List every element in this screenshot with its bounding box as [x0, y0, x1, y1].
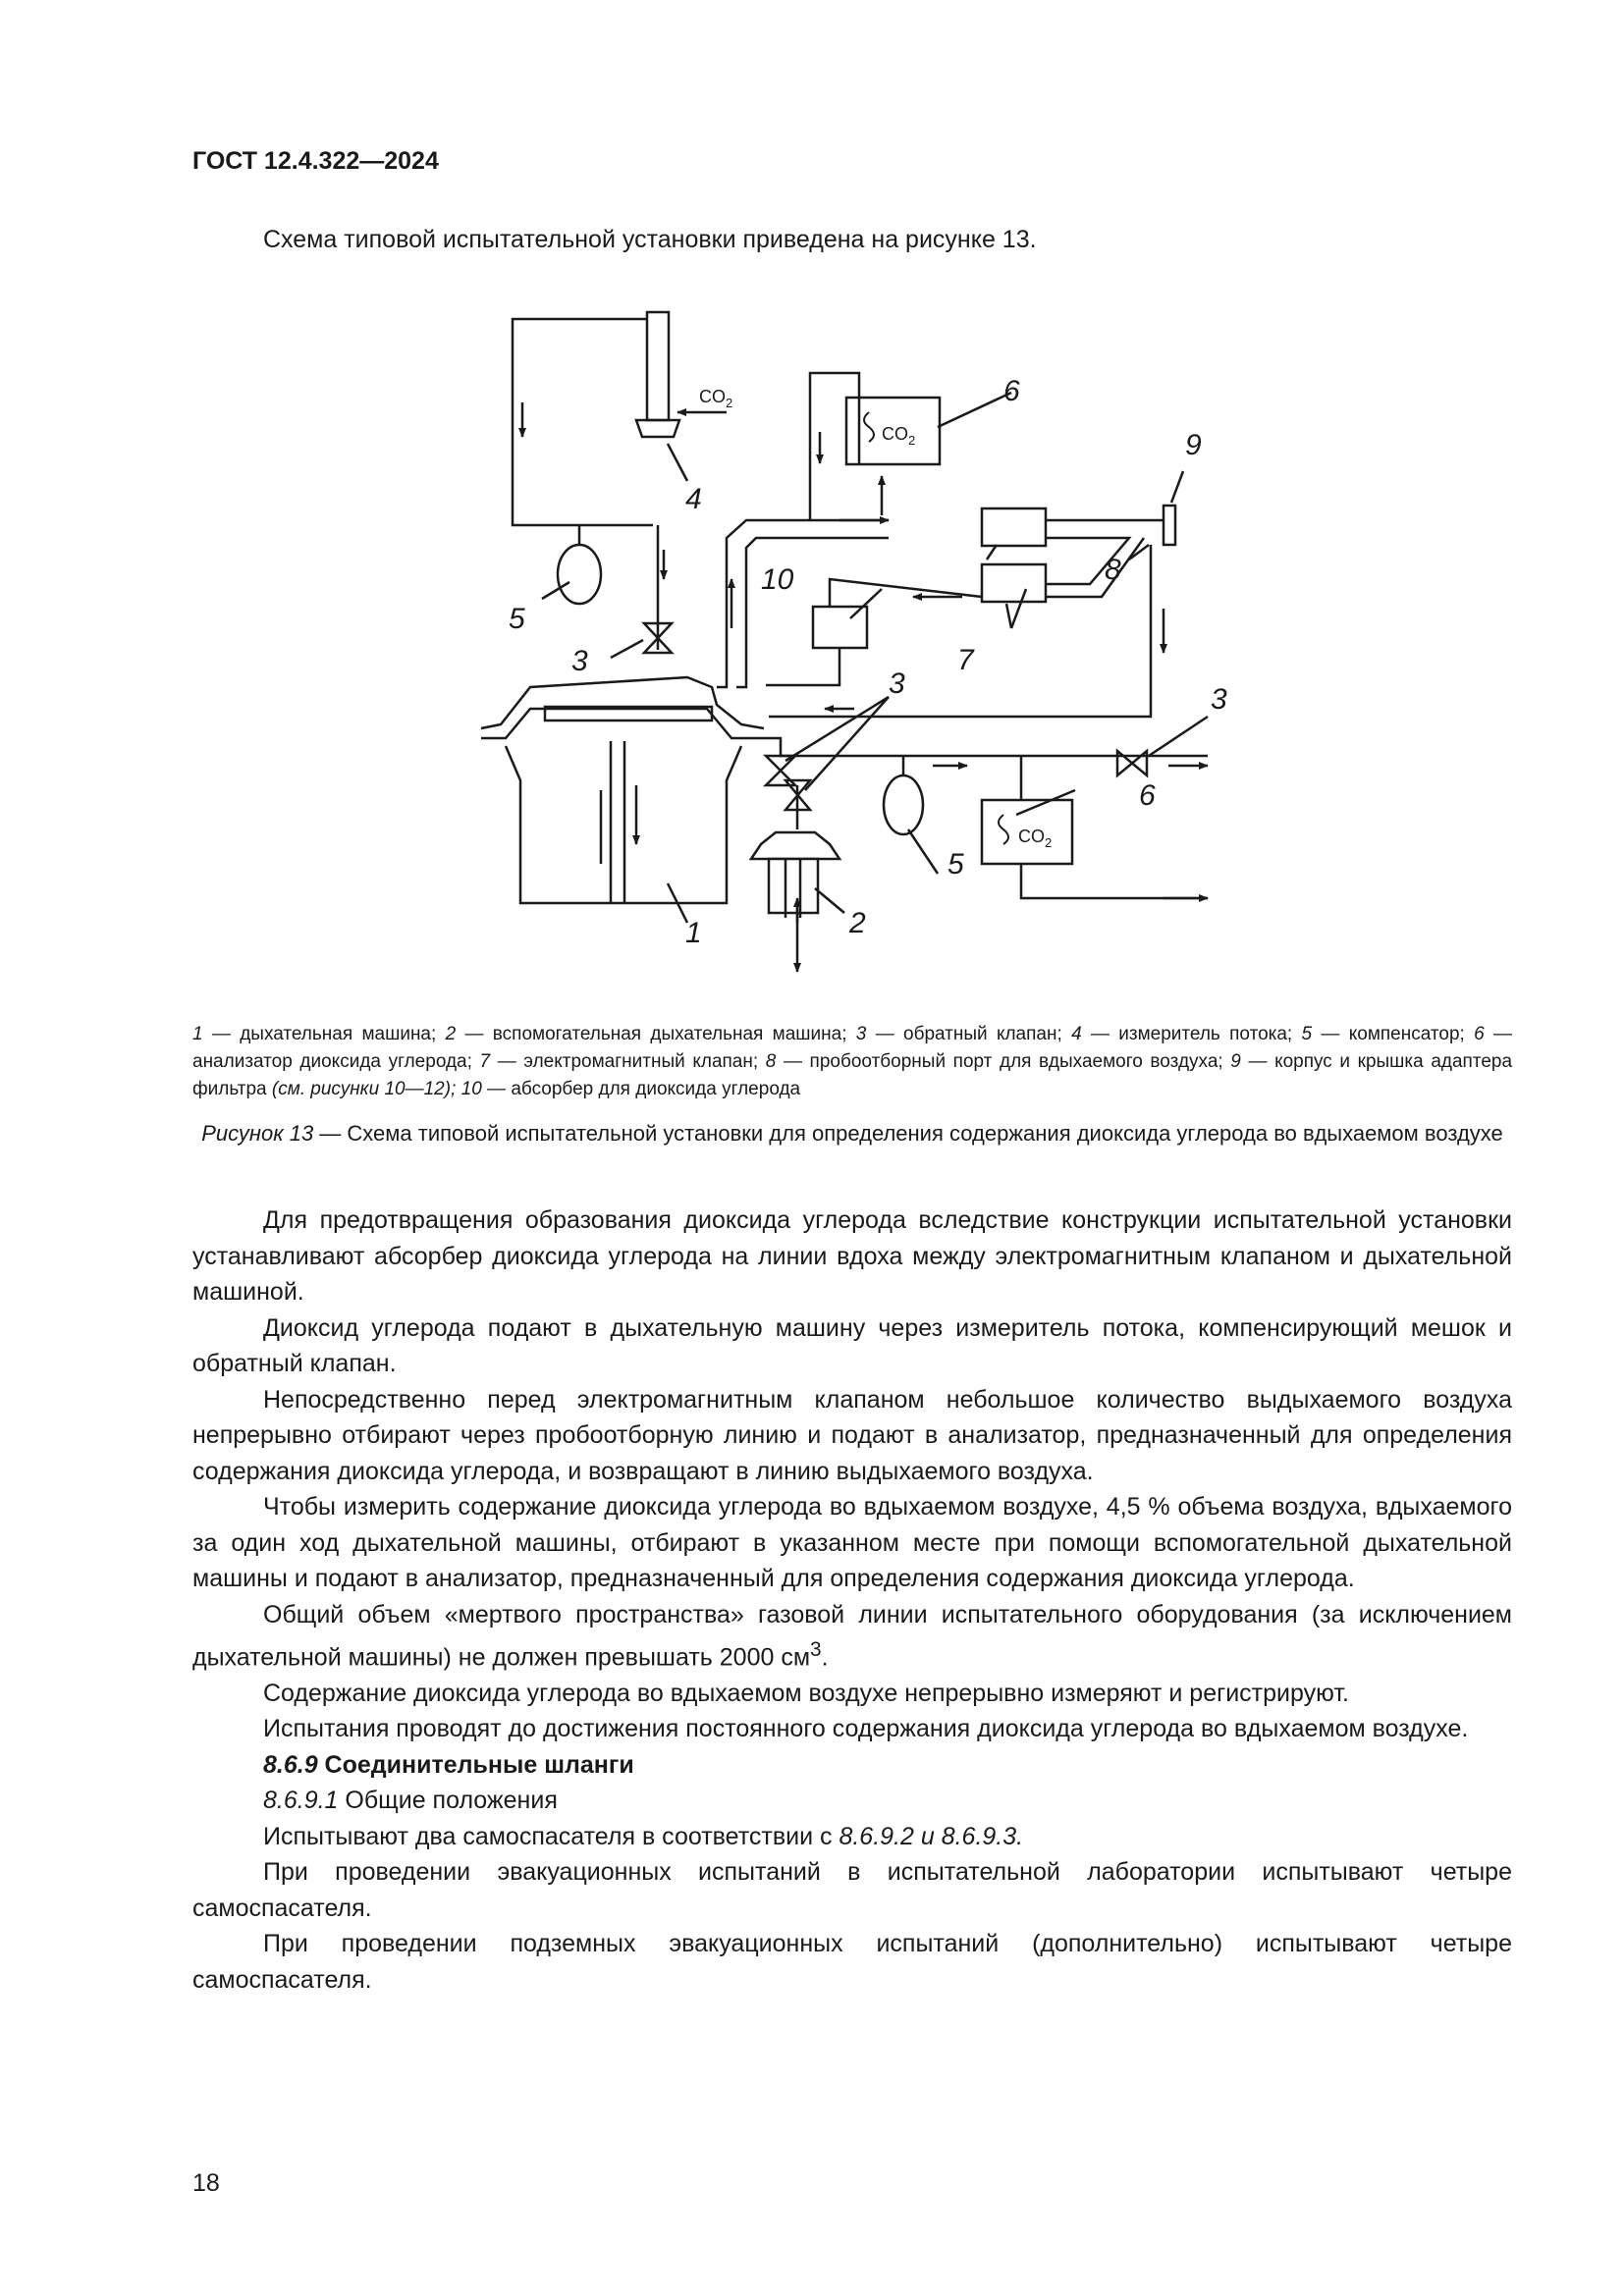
paragraph: Диоксид углерода подают в дыхательную машину через измеритель потока, компенсирующий мешок и обратный клапан. — [192, 1313, 1512, 1377]
label-8: 8 — [1105, 554, 1121, 586]
svg-text:CO2: $CO_2$ — [1018, 827, 1053, 850]
co2-inlet-label: $CO_2$ — [699, 387, 733, 410]
flowmeter-base — [636, 420, 679, 437]
solenoid-valve-top — [982, 508, 1046, 546]
co2-supply-line — [513, 319, 653, 525]
paragraph: Чтобы измерить содержание диоксида углерода во вдыхаемом воздухе, 4,5 % объема воздуха, вдыхаемого за один ход дыхательной машины, отбирают в указанном месте при помощи вспомогательной дыхательной машины и подают в анализатор, предназначенный для определения содержания диоксида углерода. — [192, 1493, 1512, 1592]
paragraph: Общий объем «мертвого пространства» газовой линии испытательного оборудования (за исключением дыхательной машины) не должен превышать 2000 $см^3$. — [192, 1600, 1512, 1672]
figure-13-diagram — [461, 304, 1227, 982]
paragraph: Испытывают два самоспасателя в соответствии с 8.6.9.2 и 8.6.9.3. — [263, 1822, 1024, 1850]
test-setup-schematic — [461, 304, 1227, 982]
figure-caption: Рисунок 13 — Схема типовой испытательной установки для определения содержания диоксида углерода во вдыхаемом воздухе — [201, 1121, 1503, 1146]
label-9: 9 — [1185, 429, 1202, 461]
intro-paragraph: Схема типовой испытательной установки приведена на рисунке 13. — [263, 226, 1037, 253]
svg-text:CO2: $CO_2$ — [882, 424, 916, 448]
absorber — [813, 607, 867, 648]
paragraph: Для предотвращения образования диоксида углерода вследствие конструкции испытательной установки устанавливают абсорбер диоксида углерода на линии вдоха между электромагнитным клапаном и дыхательной машиной. — [192, 1206, 1512, 1306]
label-3a: 3 — [571, 645, 588, 677]
section-heading: 8.6.9 Соединительные шланги — [263, 1750, 634, 1779]
document-header: ГОСТ 12.4.322—2024 — [192, 147, 439, 175]
filter-adapter — [1164, 506, 1175, 545]
body-text — [192, 1202, 1512, 1998]
flowmeter-tube — [647, 312, 669, 420]
paragraph: Непосредственно перед электромагнитным клапаном небольшое количество выдыхаемого воздуха непрерывно отбирают через пробоотборную линию и подают в анализатор, предназначенный для определения содержания диоксида углерода, и возвращают в линию выдыхаемого воздуха. — [192, 1385, 1512, 1485]
label-10: 10 — [761, 563, 794, 596]
solenoid-valve-bottom — [982, 564, 1046, 602]
paragraph: При проведении подземных эвакуационных испытаний (дополнительно) испытывают четыре самоспасателя. — [192, 1930, 1512, 1994]
label-6b: 6 — [1139, 779, 1156, 812]
auxiliary-breathing-machine — [751, 832, 839, 859]
label-3b: 3 — [889, 667, 905, 700]
paragraph: При проведении эвакуационных испытаний в испытательной лаборатории испытывают четыре самоспасателя. — [192, 1858, 1512, 1922]
subsection-heading: 8.6.9.1 Общие положения — [263, 1787, 558, 1815]
label-1: 1 — [685, 917, 702, 949]
paragraph: Испытания проводят до достижения постоянного содержания диоксида углерода во вдыхаемом воздухе. — [263, 1715, 1469, 1743]
label-5b: 5 — [947, 848, 964, 881]
label-3c: 3 — [1211, 683, 1227, 716]
label-7: 7 — [957, 644, 974, 676]
page-number: 18 — [192, 2169, 220, 2197]
figure-legend: 1 — дыхательная машина; 2 — вспомогательная дыхательная машина; 3 — обратный клапан; 4 — измеритель потока; 5 — компенсатор; 6 — анализатор диоксида углерода; 7 — электромагнитный клапан; 8 — пробоотборный порт для вдыхаемого воздуха; 9 — корпус и крышка адаптера фильтра (см. рисунки 10—12); 10 — абсорбер для диоксида углерода — [192, 1024, 1513, 1099]
label-4: 4 — [685, 483, 702, 515]
label-5a: 5 — [509, 603, 525, 635]
compensator-bag-bottom — [884, 775, 923, 834]
label-2: 2 — [849, 907, 866, 939]
compensator-bag — [558, 545, 601, 604]
label-6a: 6 — [1003, 375, 1020, 407]
paragraph: Содержание диоксида углерода во вдыхаемом воздухе непрерывно измеряют и регистрируют. — [263, 1679, 1349, 1707]
